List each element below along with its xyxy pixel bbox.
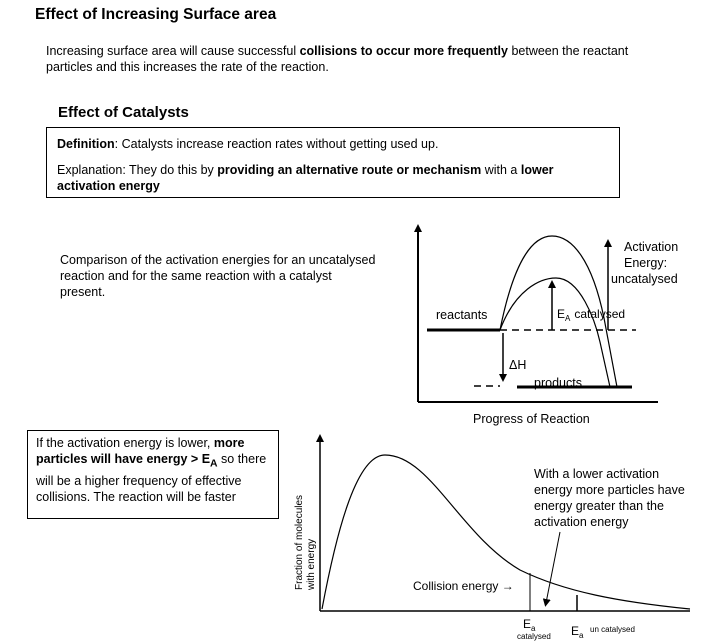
explanation-text-2: with a [481,163,521,177]
delta-h-label: ΔH [509,358,527,372]
definition-text: : Catalysts increase reaction rates without getting used up. [114,137,439,151]
progress-axis-label: Progress of Reaction [473,412,590,426]
ea-uncatalysed-e-sub: a [579,631,584,640]
explanation-bold-2: lower activation energy [57,163,554,193]
comparison-text: Comparison of the activation energies for an uncatalysed reaction and for the same reaction with a catalyst present. [60,253,376,299]
ea-uncatalysed-e [571,624,584,640]
activation-line-3: uncatalysed [611,272,678,286]
note-line-3: energy greater than the [534,499,664,513]
reactants-label: reactants [436,308,488,322]
ea-catalysed-e [523,617,536,633]
if-text-2: so there will be a higher frequency of effective collisions. The reaction will be faster [36,452,267,504]
surface-text-1: Increasing surface area will cause successful [46,44,300,58]
definition-label: Definition [57,137,115,151]
activation-line-2: Energy: [624,256,668,270]
note-pointer-arrow [546,532,560,603]
collision-energy-label: Collision energy → [413,579,514,593]
explanation-bold-1: providing an alternative route or mechanism [217,163,482,177]
surface-bold-1: collisions to occur more frequently [299,44,508,58]
if-bold-text: more particles will have energy > E [36,436,245,466]
energy-profile-diagram [418,228,678,426]
ea-uncatalysed-word: un catalysed [590,625,635,634]
ea-uncatalysed-e-letter: E [571,624,580,638]
ea-cat-e: E [557,307,566,321]
if-bold-sub: A [210,458,218,470]
ea-catalysed-e-letter: E [523,617,532,631]
ea-catalysed-label [557,307,625,323]
activation-line-1: Activation [624,240,679,254]
surface-text-2: between the reactant particles and this increases the rate of the reaction. [46,44,629,74]
y-label-line-1: Fraction of molecules [294,494,305,590]
explanation-text-1: Explanation: They do this by [57,163,218,177]
products-label: products [534,376,582,390]
note-line-1: With a lower activation [534,467,660,481]
ea-cat-word: catalysed [574,307,626,321]
distribution-diagram [294,438,690,641]
y-label-line-2: with energy [306,538,317,590]
ea-catalysed-word: catalysed [517,632,551,641]
note-line-2: energy more particles have [534,483,685,497]
ea-catalysed-e-sub: a [531,624,536,633]
heading-catalysts: Effect of Catalysts [58,104,189,121]
if-text-1: If the activation energy is lower, [36,436,214,450]
ea-cat-sub: A [565,314,571,323]
note-line-4: activation energy [534,515,629,529]
heading-surface-area: Effect of Increasing Surface area [35,6,277,23]
